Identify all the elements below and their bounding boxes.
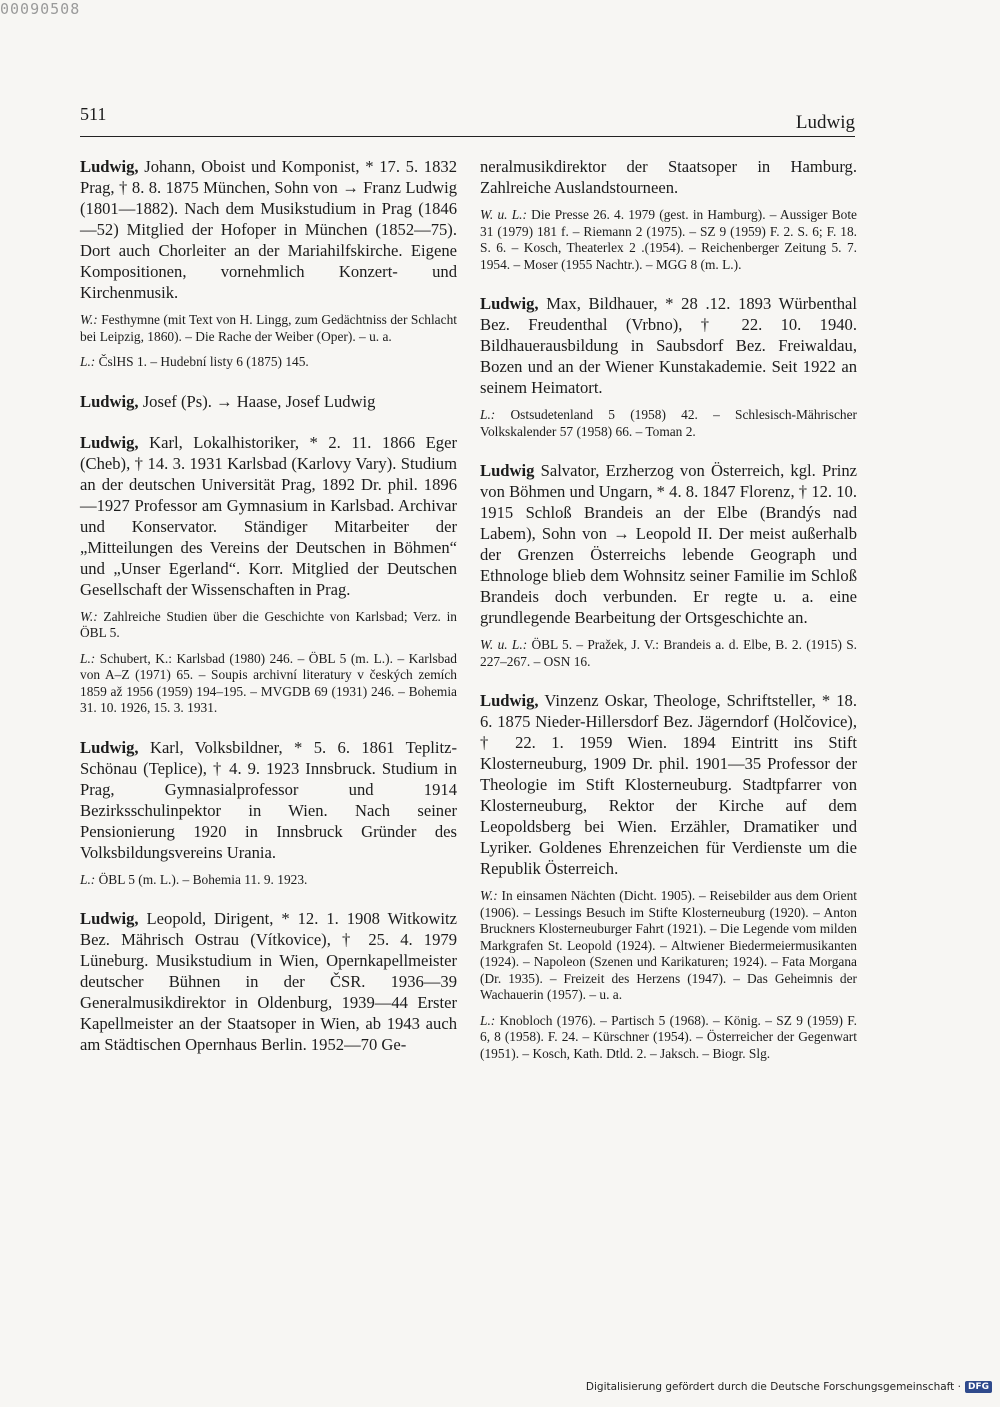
dfg-logo: DFG	[965, 1381, 992, 1393]
entry-text: Karl, Volksbildner, * 5. 6. 1861 Teplitz-Schönau (Teplice), † 4. 9. 1923 Innsbruck. Studium in Prag, Gymnasialprofessor und 1914 Bezirksschulinpektor in Wien. Nach seiner Pensionierung 1920 in Innsbruck Gründer des Volksbildungsvereins Urania.	[80, 737, 457, 862]
left-column	[80, 156, 457, 1055]
note-text: ÖBL 5 (m. L.). – Bohemia 11. 9. 1923.	[95, 871, 308, 887]
entry-reference-note	[80, 651, 457, 717]
entry-text: Leopold, Dirigent, * 12. 1. 1908 Witkowitz Bez. Mährisch Ostrau (Vítkovice), † 25. 4. 1979 Lüneburg. Musikstudium in Wien, Opernkapellmeister deutscher Bühnen in der ČSR. 1936—39 Generalmusikdirektor in Oldenburg, 1939—44 Erster Kapellmeister an der Staatsoper in Wien, ab 1943 auch am Städtischen Opernhaus Berlin. 1952—70 Ge-	[80, 909, 457, 1054]
entry-text: Salvator, Erzherzog von Österreich, kgl. Prinz von Böhmen und Ungarn, * 4. 8. 1847 Florenz, † 12. 10. 1915 Schloß Brandeis an der Elbe (Brandýs nad Labem), Sohn von → Leopold II. Der meist außerhalb der Grenzen Österreichs lebende Geograph und Ethnologe blieb dem Wohnsitz seiner Familie im Schloß Brandeis doch verbunden. Er regte u. a. eine grundlegende Bearbeitung der Ortsgeschichte an.	[480, 461, 857, 627]
right-column	[480, 156, 857, 1062]
lexicon-entry	[480, 690, 857, 879]
note-text: ČslHS 1. – Hudební listy 6 (1875) 145.	[95, 354, 309, 369]
entry-gap	[480, 273, 857, 293]
scan-id: 00090508	[0, 0, 81, 18]
note-text: Festhymne (mit Text von H. Lingg, zum Gedächtniss der Schlacht bei Leipzig, 1860). – Die Rache der Weiber (Oper). – u. a.	[80, 312, 457, 344]
header-rule	[80, 136, 855, 137]
note-text: Schubert, K.: Karlsbad (1980) 246. – ÖBL 5 (m. L.). – Karlsbad von A–Z (1971) 65. – Soupis archivní literatury v českých zemích 1859 až 1956 (1959) 194–195. – MVGDB 69 (1931) 246. – Bohemia 31. 10. 1926, 15. 3. 1931.	[80, 650, 457, 715]
entry-lemma: Ludwig,	[480, 691, 539, 710]
entry-reference-note	[80, 312, 457, 345]
entry-gap	[480, 670, 857, 690]
lexicon-entry	[80, 432, 457, 600]
note-text: In einsamen Nächten (Dicht. 1905). – Reisebilder aus dem Orient (1906). – Lessings Besuch im Stifte Klosterneuburg (1920). – Anton Bruckners Klosterneuburger Fahrt (1921). – Die Legende vom milden Markgrafen St. Leopold (1924). – Altwiener Biedermeiermusikanten (1924). – Napoleon (Szenen und Karikaturen; 1924). – Fata Morgana (Dr. 1935). – Freizeit des Herzens (1947). – Das Geheimnis der Wachauerin (1957). – u. a.	[480, 888, 857, 1002]
entry-gap	[80, 888, 457, 908]
entry-reference-note	[80, 609, 457, 642]
entry-text: Vinzenz Oskar, Theologe, Schriftsteller, * 18. 6. 1875 Nieder-Hillersdorf Bez. Jägerndorf (Holčovice), † 22. 1. 1959 Wien. 1894 Eintritt ins Stift Klosterneuburg, 1909 Dr. phil. 1901—35 Professor der Theologie im Stift Klosterneuburg. Stadtpfarrer von Klosterneuburg, Rektor der Kirche auf dem Leopoldsberg bei Wien. Erzähler, Dramatiker und Lyriker. Goldenes Ehrenzeichen für Verdienste um die Republik Österreich.	[480, 691, 857, 878]
entry-reference-note	[80, 872, 457, 889]
note-text: Die Presse 26. 4. 1979 (gest. in Hamburg). – Aussiger Bote 31 (1979) 181 f. – Riemann 2 (1975). – SZ 9 (1959) F. 2. S. 6; F. 18. S. 6. – Kosch, Theaterlex 2 .(1954). – Reichenberger Zeitung 5. 7. 1954. – Moser (1955 Nachtr.). – MGG 8 (m. L.).	[480, 207, 857, 272]
entry-reference-note	[480, 1013, 857, 1063]
entry-text: Johann, Oboist und Komponist, * 17. 5. 1832 Prag, † 8. 8. 1875 München, Sohn von → Franz Ludwig (1801—1882). Nach dem Musikstudium in Prag (1846—52) Mitglied der Hofoper in München (1852—75). Dort auch Chorleiter an der Mariahilfskirche. Eigene Kompositionen, vornehmlich Konzert- und Kirchenmusik.	[80, 157, 457, 302]
lexicon-entry	[80, 156, 457, 303]
entry-gap	[80, 412, 457, 432]
entry-reference-note	[480, 888, 857, 1004]
entry-lemma: Ludwig,	[80, 909, 139, 928]
entry-reference-note	[480, 207, 857, 273]
note-label: L.:	[80, 871, 96, 887]
note-label: W.:	[480, 888, 498, 903]
entry-lemma: Ludwig,	[480, 294, 539, 313]
note-label: W.:	[80, 312, 98, 327]
entry-text: Max, Bildhauer, * 28 .12. 1893 Würbenthal Bez. Freudenthal (Vrbno), † 22. 10. 1940. Bildhauerausbildung in Saubsdorf Bez. Freiwaldau, Bozen und an der Wiener Kunstakademie. Seit 1922 an seinem Heimatort.	[480, 294, 857, 397]
entry-reference-note	[480, 407, 857, 440]
entry-lemma: Ludwig	[480, 461, 535, 480]
page-number: 511	[80, 104, 107, 124]
footer-credit: Digitalisierung gefördert durch die Deutsche Forschungsgemeinschaft ·	[585, 1381, 961, 1393]
footer	[586, 1381, 992, 1393]
lexicon-entry	[480, 156, 857, 198]
lexicon-entry	[80, 908, 457, 1055]
running-head: Ludwig	[795, 112, 855, 133]
entry-reference-note	[80, 354, 457, 371]
entry-gap	[480, 440, 857, 460]
entry-lemma: Ludwig,	[80, 432, 139, 452]
entry-text: Josef (Ps). → Haase, Josef Ludwig	[138, 391, 376, 411]
note-label: L.:	[80, 650, 96, 666]
note-label: L.:	[80, 354, 96, 369]
entry-lemma: Ludwig,	[80, 391, 139, 411]
lexicon-entry	[80, 391, 457, 412]
entry-lemma: Ludwig,	[80, 737, 139, 757]
note-label: W. u. L.:	[480, 207, 527, 222]
entry-text: neralmusikdirektor der Staatsoper in Hamburg. Zahlreiche Auslandstourneen.	[480, 157, 857, 197]
entry-reference-note	[480, 637, 857, 670]
note-label: W.:	[80, 608, 98, 624]
note-label: L.:	[480, 407, 496, 422]
note-text: Knobloch (1976). – Partisch 5 (1968). – König. – SZ 9 (1959) F. 6, 8 (1958). F. 24. – Kürschner (1954). – Österreicher der Gegenwart (1951). – Kosch, Kath. Dtld. 2. – Jaksch. – Biogr. Slg.	[480, 1012, 857, 1061]
entry-gap	[80, 717, 457, 737]
note-text: Zahlreiche Studien über die Geschichte von Karlsbad; Verz. in ÖBL 5.	[80, 608, 457, 640]
lexicon-entry	[80, 737, 457, 863]
entry-text: Karl, Lokalhistoriker, * 2. 11. 1866 Eger (Cheb), † 14. 3. 1931 Karlsbad (Karlovy Vary). Studium an der deutschen Universität Prag, 1892 Dr. phil. 1896—1927 Professor am Gymnasium in Karlsbad. Archivar und Konservator. Ständiger Mitarbeiter der „Mitteilungen des Vereins der Deutschen in Böhmen“ und „Unser Egerland“. Korr. Mitglied der Deutschen Gesellschaft der Wissenschaften in Prag.	[80, 432, 457, 599]
note-text: ÖBL 5. – Pražek, J. V.: Brandeis a. d. Elbe, B. 2. (1915) S. 227–267. – OSN 16.	[480, 637, 857, 669]
entry-lemma: Ludwig,	[80, 157, 139, 176]
note-label: L.:	[480, 1012, 496, 1028]
lexicon-entry	[480, 460, 857, 628]
lexicon-entry	[480, 293, 857, 398]
entry-gap	[80, 371, 457, 391]
note-text: Ostsudetenland 5 (1958) 42. – Schlesisch-Mährischer Volkskalender 57 (1958) 66. – Toman 2.	[480, 407, 857, 439]
note-label: W. u. L.:	[480, 637, 528, 652]
